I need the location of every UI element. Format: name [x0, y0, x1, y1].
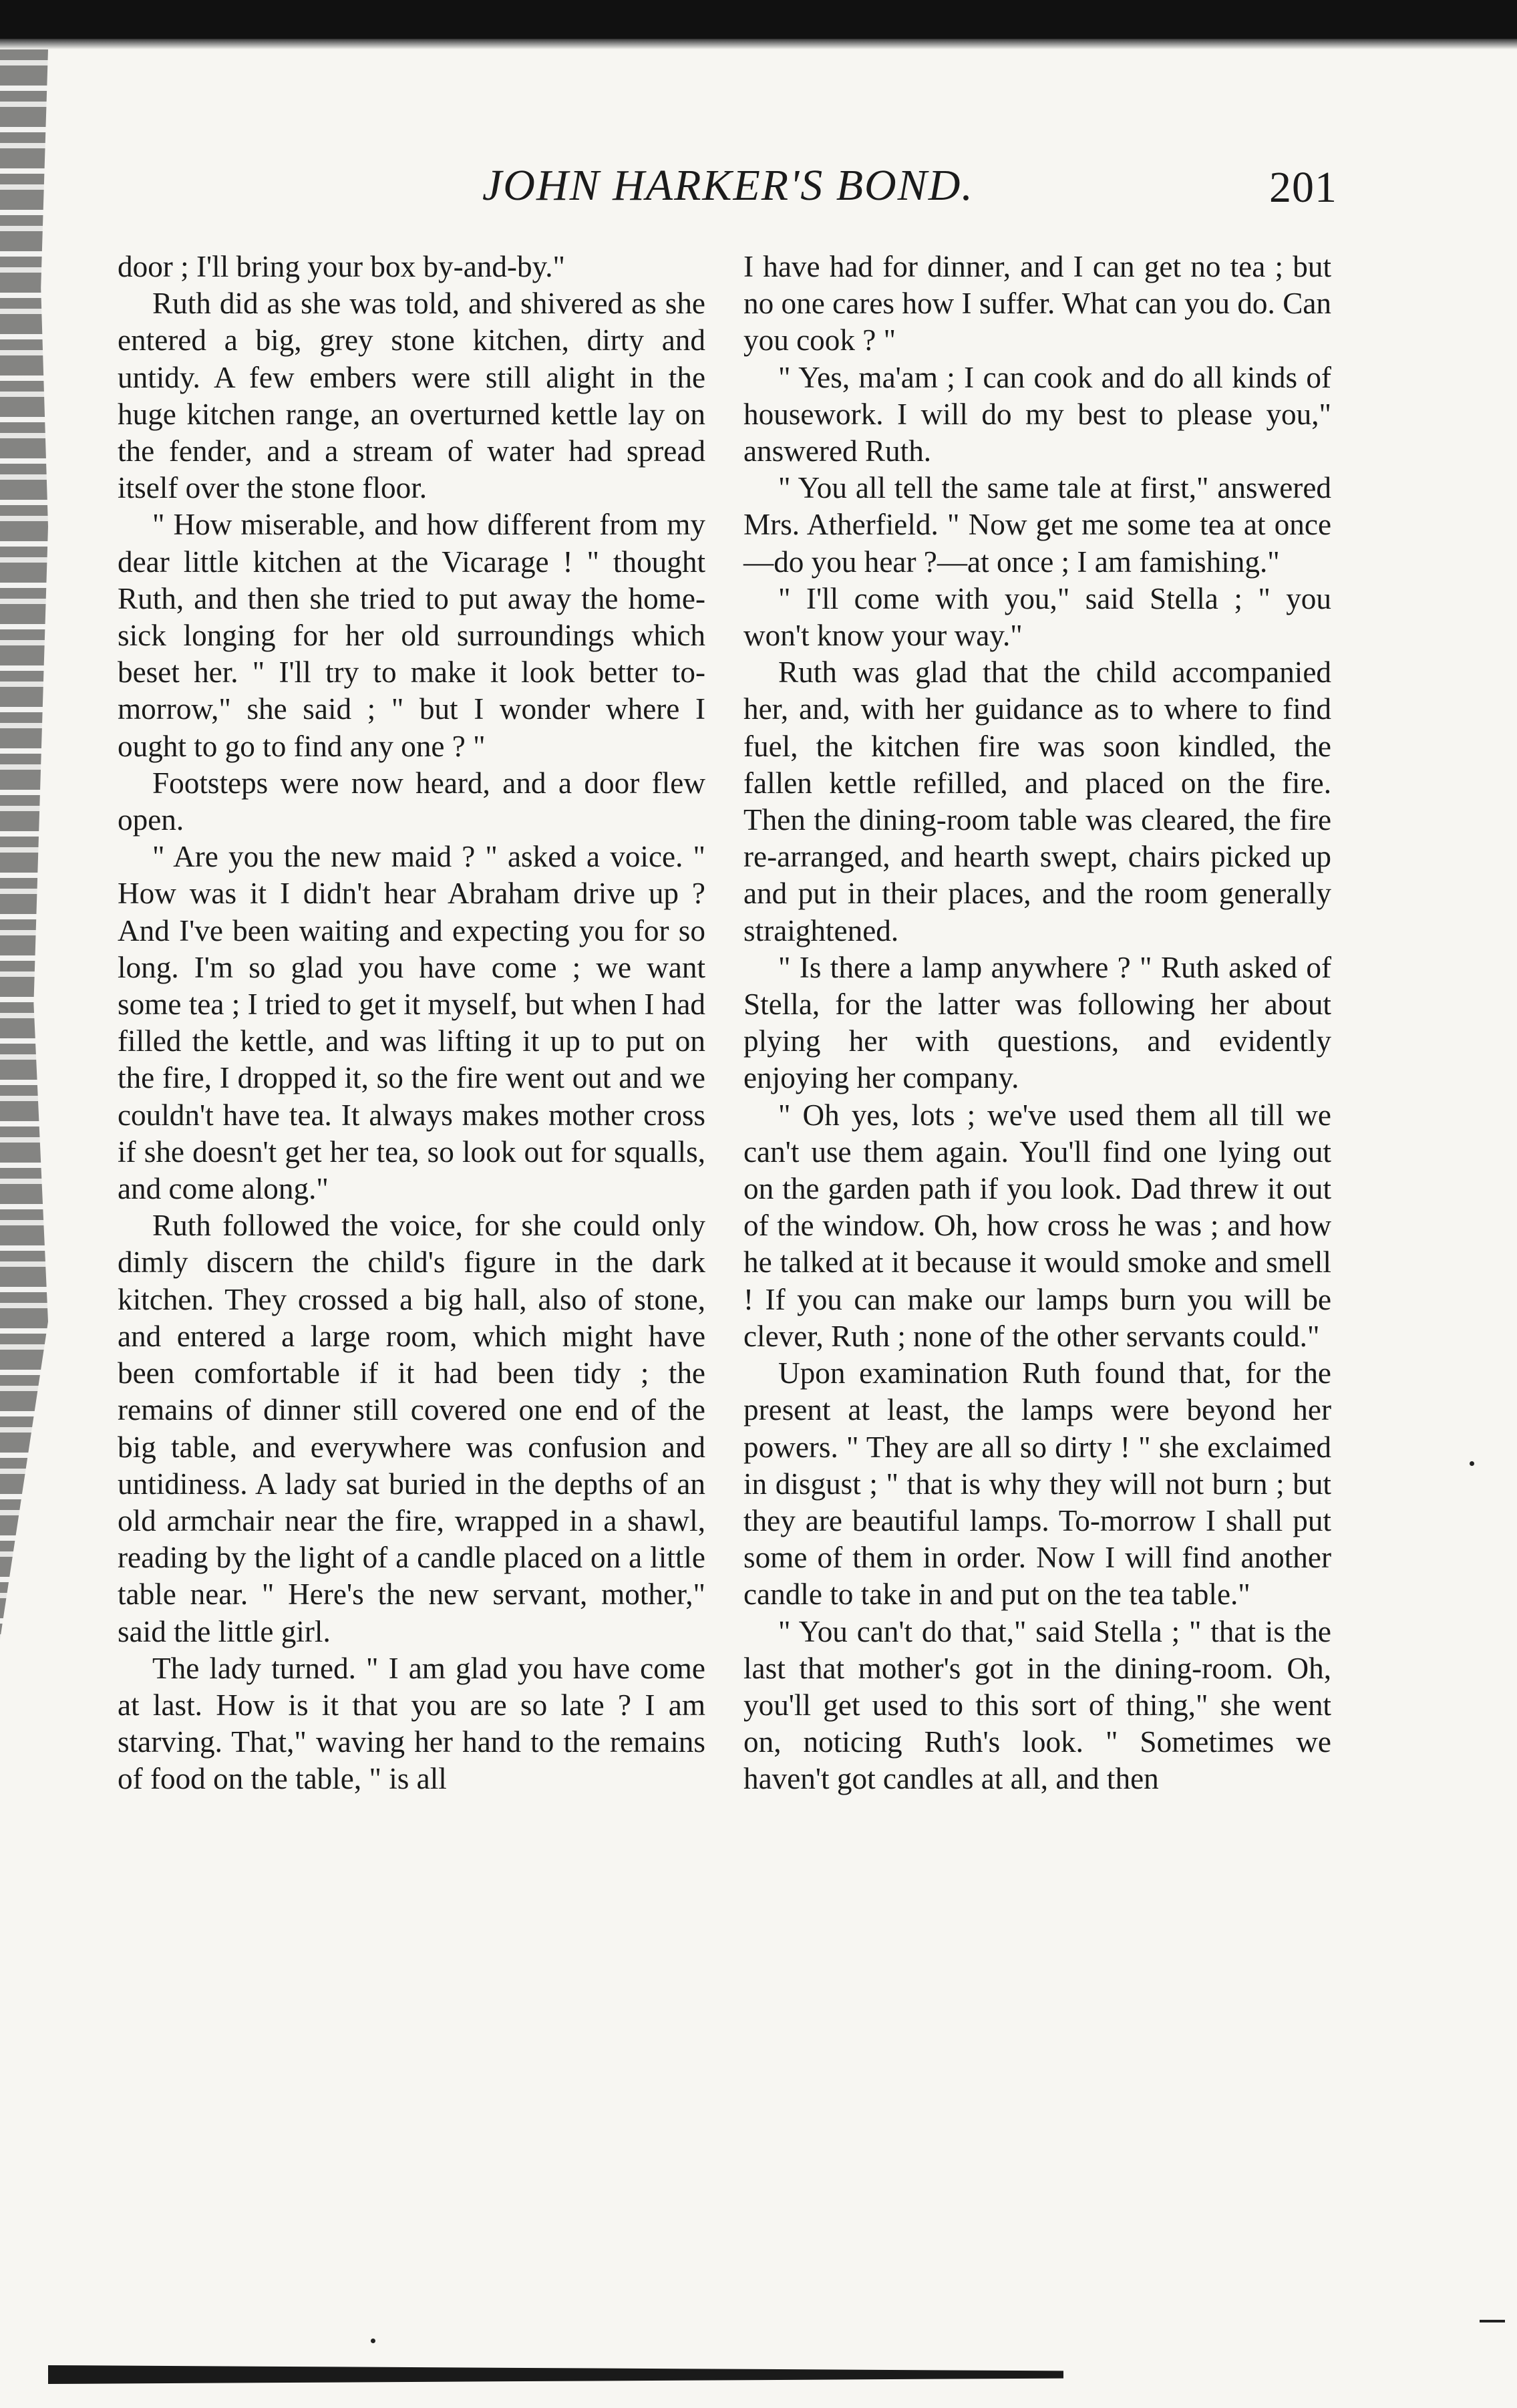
paragraph: Ruth followed the voice, for she could only dimly discern the child's figure in the dark kitchen. They crossed a big hall, also of stone, and entered a large room, which might have been comfortable if it had been tidy ; the remains of dinner still covered one end of the big table, and everywhere was confusion and untidiness. A lady sat buried in the depths of an old armchair near the fire, wrapped in a shawl, reading by the light of a candle placed on a little table near. " Here's the new servant, mother," said the little girl. [118, 1209, 705, 1648]
paragraph: door ; I'll bring your box by-and-by." [118, 250, 565, 283]
page-number: 201 [1269, 163, 1337, 212]
paragraph: Ruth did as she was told, and shivered as she entered a big, grey stone kitchen, dirty and untidy. A few embers were still alight in the huge kitchen range, an overturned kettle lay on the fender, and a stream of water had spread itself over the stone floor. [118, 287, 705, 505]
paragraph: The lady turned. " I am glad you have come at last. How is it that you are so late ? I am starving. That," waving her hand to the remains of food on the table, " is all [118, 1651, 705, 1796]
scan-top-border-fade [0, 39, 1517, 49]
paragraph: " Is there a lamp anywhere ? " Ruth asked of Stella, for the latter was following her about plying her with questions, and evidently enjoying her company. [743, 950, 1331, 1095]
scan-top-border [0, 0, 1517, 39]
margin-dash-mark [1480, 2320, 1505, 2322]
paragraph: " Yes, ma'am ; I can cook and do all kinds of housework. I will do my best to please you," answered Ruth. [743, 360, 1331, 468]
paragraph: Upon examination Ruth found that, for the present at least, the lamps were beyond her powers. " They are all so dirty ! " she exclaimed in disgust ; " that is why they will not burn ; but they are beautiful lamps. To-morrow I shall put some of them in order. Now I will find another candle to take in and put on the tea table." [743, 1356, 1331, 1612]
paragraph: I have had for dinner, and I can get no tea ; but no one cares how I suffer. What can you do. Can you cook ? " [743, 250, 1331, 357]
right-text-column [743, 249, 1331, 1798]
left-text-column [118, 249, 705, 1798]
paragraph: " You all tell the same tale at first," answered Mrs. Atherfield. " Now get me some tea at once—do you hear ?—at once ; I am famishing." [743, 471, 1331, 579]
stray-ink-mark [371, 2339, 375, 2343]
paragraph: Footsteps were now heard, and a door flew open. [118, 766, 705, 837]
stray-ink-mark [1470, 1461, 1474, 1466]
page-header [0, 160, 1517, 227]
running-title: JOHN HARKER'S BOND. [482, 161, 974, 210]
scan-binding-edge [0, 49, 48, 1640]
paragraph: " You can't do that," said Stella ; " that is the last that mother's got in the dining-room. Oh, you'll get used to this sort of thing," she went on, noticing Ruth's look. " Sometimes we haven't got candles at all, and then [743, 1614, 1331, 1796]
paragraph: " How miserable, and how different from my dear little kitchen at the Vicarage ! " thought Ruth, and then she tried to put away the home-sick longing for her old surroundings which beset her. " I'll try to make it look better to-morrow," she said ; " but I wonder where I ought to go to find any one ? " [118, 508, 705, 763]
paragraph: Ruth was glad that the child accompanied her, and, with her guidance as to where to find fuel, the kitchen fire was soon kindled, the fallen kettle refilled, and placed on the fire. Then the dining-room table was cleared, the fire re-arranged, and hearth swept, chairs picked up and put in their places, and the room generally straightened. [743, 655, 1331, 947]
paragraph: " Are you the new maid ? " asked a voice. " How was it I didn't hear Abraham drive up ? And I've been waiting and expecting you for so long. I'm so glad you have come ; we want some tea ; I tried to get it myself, but when I had filled the kettle, and was lifting it up to put on the fire, I dropped it, so the fire went out and we couldn't have tea. It always makes mother cross if she doesn't get her tea, so look out for squalls, and come along." [118, 840, 705, 1206]
paragraph: " Oh yes, lots ; we've used them all till we can't use them again. You'll find one lying out on the garden path if you look. Dad threw it out of the window. Oh, how cross he was ; and how he talked at it because it would smoke and smell ! If you can make our lamps burn you will be clever, Ruth ; none of the other servants could." [743, 1098, 1331, 1353]
scan-bottom-border [48, 2365, 1063, 2384]
paragraph: " I'll come with you," said Stella ; " you won't know your way." [743, 581, 1331, 653]
